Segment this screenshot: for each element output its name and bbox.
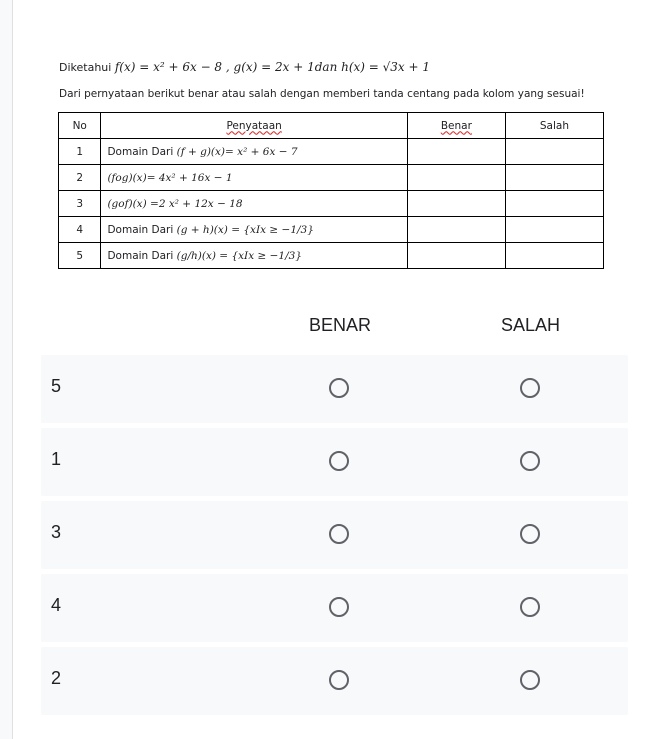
row-label: 2	[51, 668, 62, 688]
row-statement	[101, 191, 407, 217]
salah-cell	[505, 217, 603, 243]
statement-prefix: Domain Dari	[107, 145, 174, 158]
table-header-row	[59, 113, 604, 139]
benar-cell	[407, 139, 505, 165]
statement-expr: (f + g)(x)= x² + 6x − 7	[176, 145, 298, 158]
row-label: 3	[51, 522, 62, 542]
grid-row	[41, 647, 628, 715]
row-statement	[101, 165, 407, 191]
left-border	[0, 0, 13, 739]
salah-radio[interactable]	[520, 597, 540, 617]
benar-cell	[407, 165, 505, 191]
salah-radio[interactable]	[520, 378, 540, 398]
salah-radio[interactable]	[520, 670, 540, 690]
table-row	[59, 191, 604, 217]
statement-table	[58, 112, 604, 269]
row-no: 5	[59, 243, 101, 269]
salah-cell	[505, 243, 603, 269]
benar-cell	[407, 243, 505, 269]
statement-expr: (fog)(x)= 4x² + 16x − 1	[107, 171, 233, 184]
row-statement	[101, 139, 407, 165]
given-functions	[59, 60, 430, 74]
statement-expr: (g + h)(x) = {xIx ≥ −1/3}	[176, 223, 314, 236]
benar-cell	[407, 191, 505, 217]
benar-radio[interactable]	[329, 597, 349, 617]
salah-cell	[505, 165, 603, 191]
salah-cell	[505, 139, 603, 165]
statement-expr: (gof)(x) =2 x² + 12x − 18	[107, 197, 243, 210]
functions-expression: f(x) = x² + 6x − 8 , g(x) = 2x + 1dan h(x) = √3x + 1	[114, 60, 431, 74]
statement-prefix: Domain Dari	[107, 223, 174, 236]
benar-radio[interactable]	[329, 524, 349, 544]
salah-radio[interactable]	[520, 451, 540, 471]
given-prefix: Diketahui	[59, 61, 112, 74]
row-statement	[101, 217, 407, 243]
row-no: 2	[59, 165, 101, 191]
header-benar: Benar	[407, 113, 505, 139]
table-row	[59, 139, 604, 165]
header-salah: Salah	[505, 113, 603, 139]
row-statement	[101, 243, 407, 269]
row-label: 5	[51, 376, 62, 396]
table-row	[59, 243, 604, 269]
salah-cell	[505, 191, 603, 217]
benar-radio[interactable]	[329, 451, 349, 471]
benar-radio[interactable]	[329, 378, 349, 398]
table-row	[59, 217, 604, 243]
grid-row	[41, 501, 628, 569]
column-header-benar: BENAR	[309, 315, 372, 335]
statement-expr: (g/h)(x) = {xIx ≥ −1/3}	[176, 249, 302, 262]
grid-row	[41, 574, 628, 642]
header-no: No	[59, 113, 101, 139]
row-label: 1	[51, 449, 62, 469]
question-image	[55, 52, 615, 282]
instruction-text: Dari pernyataan berikut benar atau salah dengan memberi tanda centang pada kolom yang sesuai!	[59, 88, 585, 100]
salah-radio[interactable]	[520, 524, 540, 544]
header-penyataan: Penyataan	[101, 113, 407, 139]
grid-row	[41, 428, 628, 496]
table-row	[59, 165, 604, 191]
grid-row	[41, 355, 628, 423]
row-label: 4	[51, 595, 62, 615]
row-no: 3	[59, 191, 101, 217]
row-no: 1	[59, 139, 101, 165]
benar-radio[interactable]	[329, 670, 349, 690]
column-header-salah: SALAH	[501, 315, 561, 335]
benar-cell	[407, 217, 505, 243]
row-no: 4	[59, 217, 101, 243]
statement-prefix: Domain Dari	[107, 249, 174, 262]
